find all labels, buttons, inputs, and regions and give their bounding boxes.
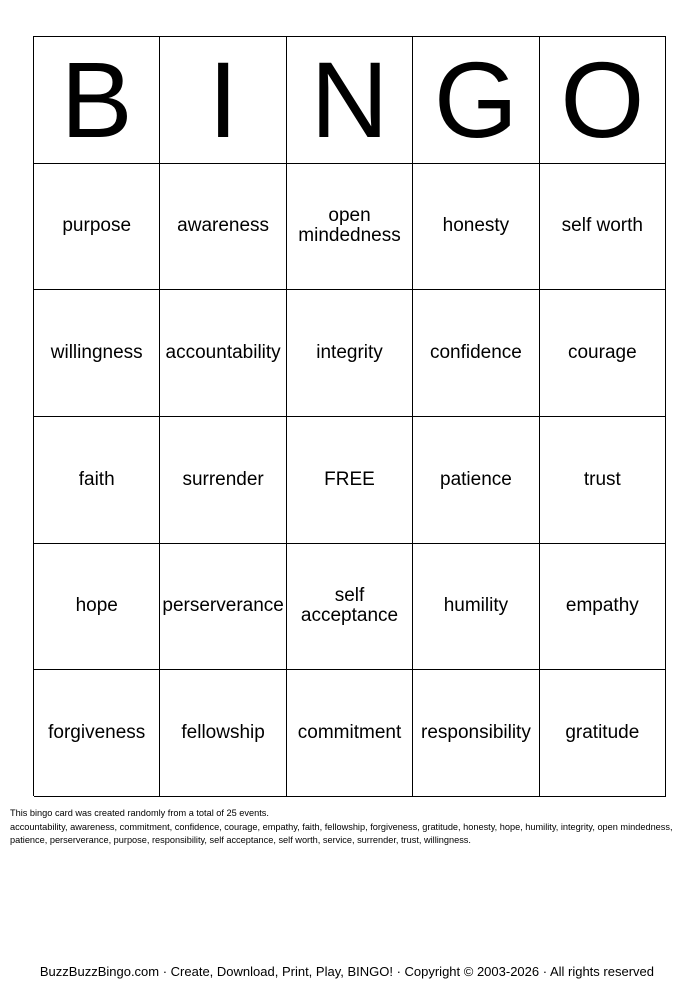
card-cell: patience bbox=[413, 417, 539, 544]
free-space-cell: FREE bbox=[287, 417, 413, 544]
card-cell: honesty bbox=[413, 164, 539, 291]
card-cell: self acceptance bbox=[287, 544, 413, 671]
card-generation-note bbox=[10, 807, 680, 848]
card-cell: commitment bbox=[287, 670, 413, 797]
header-letter-o: O bbox=[540, 37, 666, 164]
card-cell: perserverance bbox=[160, 544, 286, 671]
card-row-5 bbox=[34, 670, 666, 797]
header-letter-b: B bbox=[34, 37, 160, 164]
card-cell: self worth bbox=[540, 164, 666, 291]
header-row bbox=[34, 37, 666, 164]
card-cell: empathy bbox=[540, 544, 666, 671]
note-event-list: accountability, awareness, commitment, confidence, courage, empathy, faith, fellowship, forgiveness, gratitude, honesty, hope, humility, integrity, open mindedness, patience, perserverance, purpose, responsibility, self acceptance, self worth, service, surrender, trust, willingness. bbox=[10, 821, 673, 845]
card-cell: open mindedness bbox=[287, 164, 413, 291]
card-cell: faith bbox=[34, 417, 160, 544]
card-cell: humility bbox=[413, 544, 539, 671]
card-row-1 bbox=[34, 164, 666, 291]
card-row-4 bbox=[34, 544, 666, 671]
card-cell: integrity bbox=[287, 290, 413, 417]
card-cell: forgiveness bbox=[34, 670, 160, 797]
header-letter-i: I bbox=[160, 37, 286, 164]
card-cell: fellowship bbox=[160, 670, 286, 797]
card-row-3 bbox=[34, 417, 666, 544]
card-cell: accountability bbox=[160, 290, 286, 417]
card-cell: awareness bbox=[160, 164, 286, 291]
header-letter-g: G bbox=[413, 37, 539, 164]
card-cell: courage bbox=[540, 290, 666, 417]
card-cell: confidence bbox=[413, 290, 539, 417]
card-cell: trust bbox=[540, 417, 666, 544]
card-cell: gratitude bbox=[540, 670, 666, 797]
copyright-footer: BuzzBuzzBingo.com · Create, Download, Print, Play, BINGO! · Copyright © 2003-2026 · All rights reserved bbox=[39, 964, 654, 979]
card-cell: responsibility bbox=[413, 670, 539, 797]
bingo-card bbox=[33, 36, 666, 796]
note-summary: This bingo card was created randomly from a total of 25 events. bbox=[10, 808, 269, 818]
card-cell: purpose bbox=[34, 164, 160, 291]
card-row-2 bbox=[34, 290, 666, 417]
card-cell: willingness bbox=[34, 290, 160, 417]
card-cell: hope bbox=[34, 544, 160, 671]
card-cell: surrender bbox=[160, 417, 286, 544]
header-letter-n: N bbox=[287, 37, 413, 164]
